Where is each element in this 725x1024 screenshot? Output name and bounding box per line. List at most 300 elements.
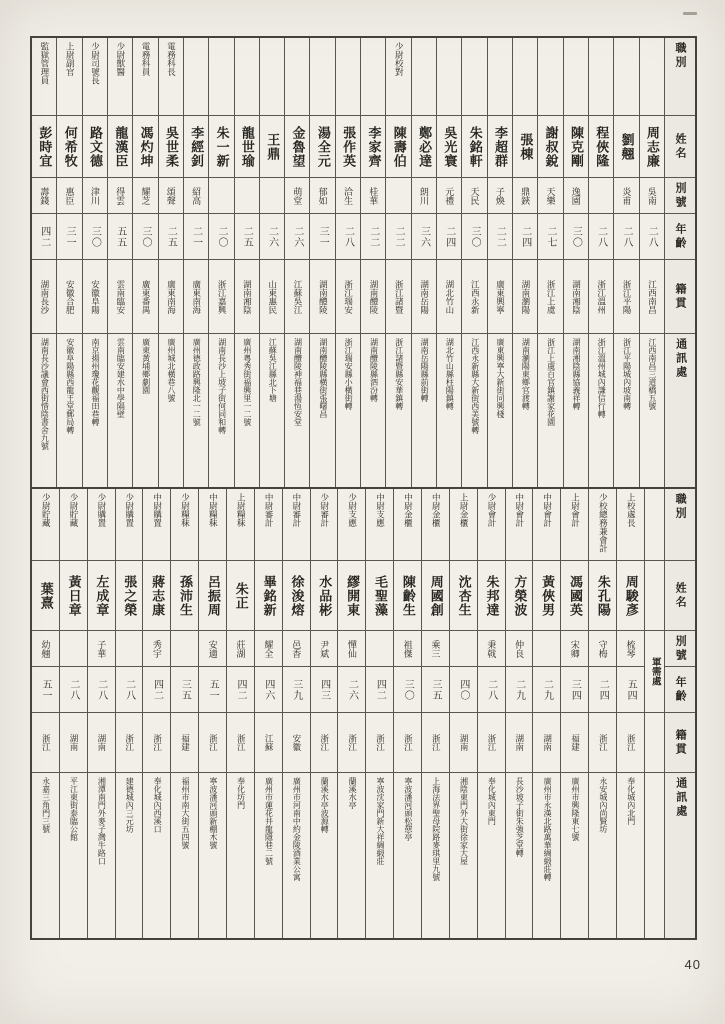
person-alias: [394, 631, 421, 667]
person-rank-text: 上尉糧秣: [236, 493, 247, 527]
person-origin-text: 湖南: [96, 734, 107, 751]
person-alias: [285, 178, 309, 214]
person-rank: [336, 38, 360, 116]
person-origin-text: 廣東南海: [191, 279, 202, 314]
person-age: [394, 667, 421, 713]
person-address: [462, 334, 486, 487]
person-age-text: 二八: [620, 225, 632, 248]
person-origin: [60, 713, 87, 773]
person-age-text: 四二: [38, 225, 50, 248]
person-rank: [310, 38, 334, 116]
person-age-text: 三〇: [469, 225, 481, 248]
person-name-text: 路文德: [88, 125, 104, 168]
person-name: [506, 561, 533, 631]
person-name-text: 張之榮: [122, 574, 138, 617]
person-name: [422, 561, 449, 631]
person-address: [227, 773, 254, 938]
person-origin-text: 安徽合肥: [65, 279, 76, 314]
person-age-text: 四六: [262, 678, 274, 701]
person-origin: [614, 260, 638, 334]
person-name-text: 彭時宜: [37, 125, 53, 168]
person-rank: [83, 38, 107, 116]
person-age-text: 四〇: [457, 678, 469, 701]
person-column: [394, 489, 422, 938]
person-column: [513, 38, 538, 487]
person-age-text: 二九: [513, 678, 525, 701]
person-name: [209, 116, 233, 178]
person-column: [133, 38, 158, 487]
person-address-text: 上海法界聖母院路麥琪里九號: [431, 777, 441, 881]
person-age: [437, 214, 461, 260]
person-rank: [561, 489, 588, 561]
person-address: [564, 334, 588, 487]
person-address: [422, 773, 449, 938]
person-age-text: 四三: [318, 678, 330, 701]
person-rank-text: 上尉副官: [65, 42, 76, 76]
person-name: [338, 561, 365, 631]
person-age-text: 二一: [190, 225, 202, 248]
person-origin: [617, 713, 644, 773]
person-origin: [227, 713, 254, 773]
person-address: [143, 773, 170, 938]
person-rank-text: 中尉購置: [152, 493, 163, 527]
person-address: [617, 773, 644, 938]
person-address-text: 福州市南大街五四號: [180, 777, 190, 849]
person-alias-text: 秀宇: [151, 639, 162, 658]
person-origin: [32, 713, 59, 773]
person-age: [336, 214, 360, 260]
person-address-text: 湖南長沙議會西街惜陰書舍九號: [40, 338, 50, 450]
person-address-text: 寧波潘河頭新棚木號: [208, 777, 218, 849]
person-address-text: 永嘉三角門三號: [41, 777, 51, 833]
person-age: [209, 214, 233, 260]
person-name-text: 左成章: [94, 574, 110, 617]
person-origin-text: 浙江: [403, 734, 414, 751]
person-address: [255, 773, 282, 938]
person-rank: [171, 489, 198, 561]
person-age-text: 四二: [374, 678, 386, 701]
person-alias: [255, 631, 282, 667]
person-name-text: 程俠隆: [594, 125, 610, 168]
person-name-text: 龍漢臣: [113, 125, 129, 168]
header-name-label: 姓名: [674, 581, 687, 610]
person-origin-text: 江西永新: [470, 279, 481, 314]
person-rank-text: 中尉會計: [542, 493, 553, 527]
person-address: [589, 773, 616, 938]
header-address-label: 通訊處: [674, 777, 687, 819]
person-age-text: 二八: [95, 678, 107, 701]
person-rank-text: 少尉審計: [319, 493, 330, 527]
person-origin: [640, 260, 664, 334]
header-rank: [665, 38, 695, 116]
person-origin-text: 安徽阜陽: [90, 279, 101, 314]
person-name-text: 水品彬: [317, 574, 333, 617]
person-address: [283, 773, 310, 938]
person-age-text: 二四: [597, 678, 609, 701]
person-age: [462, 214, 486, 260]
person-column: [311, 489, 339, 938]
person-age: [88, 667, 115, 713]
bottom-table: [32, 489, 695, 938]
person-alias: [422, 631, 449, 667]
person-alias-text: 耀芝: [140, 186, 151, 205]
department-column: [645, 489, 665, 938]
person-origin: [285, 260, 309, 334]
person-alias-text: 頌聲: [165, 186, 176, 205]
person-alias-text: 尹斌: [319, 639, 330, 658]
person-rank: [133, 38, 157, 116]
header-age-label: 年齡: [674, 675, 687, 704]
person-name-text: 張作英: [341, 125, 357, 168]
person-address-text: 江西南昌三道橋五號: [647, 338, 657, 410]
person-rank-text: 上校處長: [626, 493, 637, 527]
dept-spacer: [645, 561, 664, 631]
person-alias: [171, 631, 198, 667]
person-column: [83, 38, 108, 487]
person-age: [361, 214, 385, 260]
person-address: [108, 334, 132, 487]
person-origin-text: 湖南: [459, 734, 470, 751]
person-rank-text: 上尉金櫃: [459, 493, 470, 527]
person-column: [361, 38, 386, 487]
person-origin: [561, 713, 588, 773]
person-column: [338, 489, 366, 938]
person-column: [614, 38, 639, 487]
person-alias: [310, 178, 334, 214]
person-name-text: 毛聖藻: [373, 574, 389, 617]
person-alias-text: 鼎鋏: [520, 186, 531, 205]
dept-spacer: [645, 489, 664, 561]
person-origin: [199, 713, 226, 773]
person-age-text: 三九: [290, 678, 302, 701]
person-address-text: 蘭溪水亭波源轉: [320, 777, 330, 833]
person-alias: [336, 178, 360, 214]
person-rank-text: 中尉金櫃: [403, 493, 414, 527]
person-alias: [513, 178, 537, 214]
person-name: [310, 116, 334, 178]
person-age: [589, 667, 616, 713]
person-origin: [533, 713, 560, 773]
person-name-text: 黃日章: [66, 574, 82, 617]
person-origin: [83, 260, 107, 334]
header-rank: [665, 489, 695, 561]
person-column: [143, 489, 171, 938]
person-address-text: 廣州粵秀街福興里一二號: [242, 338, 252, 426]
person-origin: [255, 713, 282, 773]
person-address-text: 蘭溪水亭: [348, 777, 358, 809]
person-column: [32, 489, 60, 938]
person-alias-text: 桂華: [368, 186, 379, 205]
person-origin-text: 山東惠民: [267, 279, 278, 314]
person-age-text: 三〇: [402, 678, 414, 701]
person-address: [285, 334, 309, 487]
person-column: [450, 489, 478, 938]
person-origin: [88, 713, 115, 773]
person-name-text: 李經釗: [189, 125, 205, 168]
person-alias: [311, 631, 338, 667]
person-age-text: 五一: [207, 678, 219, 701]
person-rank-text: 上尉會計: [570, 493, 581, 527]
person-column: [116, 489, 144, 938]
person-age-text: 二九: [541, 678, 553, 701]
header-column: [665, 489, 695, 938]
header-rank-label: 職別: [673, 42, 686, 70]
person-alias: [32, 178, 56, 214]
person-alias: [108, 178, 132, 214]
person-address-text: 廣州市河南中約金陵酒業公寓: [292, 777, 302, 881]
person-alias: [561, 631, 588, 667]
person-origin: [478, 713, 505, 773]
person-alias-text: 邑香: [291, 639, 302, 658]
person-alias: [533, 631, 560, 667]
person-column: [589, 38, 614, 487]
person-address: [235, 334, 259, 487]
person-origin-text: 廣東番禺: [141, 279, 152, 314]
person-alias: [260, 178, 284, 214]
person-rank-text: 中尉審計: [264, 493, 275, 527]
person-origin-text: 湖南湘陰: [571, 279, 582, 314]
person-address-text: 建德城內三元坊: [125, 777, 135, 833]
top-table: [32, 38, 695, 489]
person-alias: [617, 631, 644, 667]
person-rank-text: 監獄管理員: [39, 42, 50, 85]
person-origin: [513, 260, 537, 334]
person-age-text: 二八: [123, 678, 135, 701]
person-name: [108, 116, 132, 178]
person-origin-text: 安徽: [291, 734, 302, 751]
person-origin-text: 福建: [180, 734, 191, 751]
person-rank-text: 少校總務兼會計: [598, 493, 609, 553]
person-age: [366, 667, 393, 713]
person-alias: [386, 178, 410, 214]
person-age: [199, 667, 226, 713]
person-address-text: 奉化城內北門: [626, 777, 636, 825]
person-address: [450, 773, 477, 938]
person-column: [462, 38, 487, 487]
person-age-text: 二八: [485, 678, 497, 701]
person-name: [617, 561, 644, 631]
person-age: [538, 214, 562, 260]
person-rank: [311, 489, 338, 561]
person-alias: [366, 631, 393, 667]
person-name: [564, 116, 588, 178]
person-address: [199, 773, 226, 938]
person-name: [614, 116, 638, 178]
person-address: [338, 773, 365, 938]
header-name: [665, 116, 695, 178]
person-alias: [538, 178, 562, 214]
person-name: [561, 561, 588, 631]
person-alias-text: 乘三: [430, 639, 441, 658]
person-address-text: 浙江溫州城內謙信行轉: [597, 338, 607, 418]
person-origin: [450, 713, 477, 773]
person-alias: [640, 178, 664, 214]
person-address: [184, 334, 208, 487]
person-alias-text: 秉戟: [486, 639, 497, 658]
person-alias: [184, 178, 208, 214]
person-origin-text: 湖南: [514, 734, 525, 751]
person-name-text: 陳壽伯: [391, 125, 407, 168]
person-address: [386, 334, 410, 487]
person-name: [57, 116, 81, 178]
person-rank: [422, 489, 449, 561]
person-rank-text: 少尉校對: [394, 42, 405, 76]
person-column: [283, 489, 311, 938]
person-address: [311, 773, 338, 938]
person-rank: [285, 38, 309, 116]
person-origin-text: 江西南昌: [647, 279, 658, 314]
header-age: [665, 667, 695, 713]
person-alias: [283, 631, 310, 667]
person-address: [60, 773, 87, 938]
person-age-text: 三六: [418, 225, 430, 248]
person-age-text: 二八: [646, 225, 658, 248]
person-age-text: 三五: [430, 678, 442, 701]
person-origin-text: 湖南: [542, 734, 553, 751]
person-rank: [366, 489, 393, 561]
person-alias: [227, 631, 254, 667]
person-address-text: 廣州市興隆東七號: [570, 777, 580, 841]
person-rank: [513, 38, 537, 116]
person-column: [506, 489, 534, 938]
person-rank: [394, 489, 421, 561]
person-address: [88, 773, 115, 938]
person-age: [561, 667, 588, 713]
header-address: [665, 773, 695, 938]
person-name: [83, 116, 107, 178]
person-origin: [506, 713, 533, 773]
person-alias-text: 郁如: [317, 186, 328, 205]
person-alias-text: 宋卿: [569, 639, 580, 658]
person-address-text: 永安城內尚賢坊: [598, 777, 608, 833]
person-age: [564, 214, 588, 260]
person-origin: [462, 260, 486, 334]
person-alias: [478, 631, 505, 667]
person-column: [285, 38, 310, 487]
person-origin: [394, 713, 421, 773]
person-age: [506, 667, 533, 713]
person-age-text: 三〇: [89, 225, 101, 248]
person-rank: [32, 38, 56, 116]
person-name-text: 蔣志康: [150, 574, 166, 617]
person-age-text: 二七: [545, 225, 556, 248]
header-alias-label: 別號: [674, 634, 687, 663]
person-origin: [338, 713, 365, 773]
person-alias-text: 莊湖: [235, 639, 246, 658]
person-name: [283, 561, 310, 631]
person-alias-text: 壽錢: [39, 186, 50, 205]
person-alias-text: 逸園: [570, 186, 581, 205]
person-rank-text: 少尉購置: [96, 493, 107, 527]
person-origin: [361, 260, 385, 334]
person-name-text: 何希牧: [62, 125, 78, 168]
person-rank: [589, 38, 613, 116]
person-age-text: 二五: [241, 225, 253, 248]
person-address: [488, 334, 512, 487]
person-rank-text: 少尉支應: [347, 493, 358, 527]
person-age: [640, 214, 664, 260]
person-origin: [171, 713, 198, 773]
person-name-text: 呂振周: [205, 574, 221, 617]
person-column: [488, 38, 513, 487]
person-column: [538, 38, 563, 487]
person-alias-text: 幼翹: [40, 639, 51, 658]
person-address-text: 南京揚州瓊花觀福田巷轉: [91, 338, 101, 426]
person-age: [83, 214, 107, 260]
person-column: [640, 38, 665, 487]
person-name-text: 孫沛生: [178, 574, 193, 617]
person-origin-text: 浙江: [375, 734, 386, 751]
person-age: [513, 214, 537, 260]
person-name: [143, 561, 170, 631]
person-age: [227, 667, 254, 713]
person-address: [394, 773, 421, 938]
person-origin-text: 浙江: [208, 734, 219, 751]
person-address-text: 廣州德政路興隆北一二號: [192, 338, 202, 426]
person-name-text: 朱正: [233, 581, 249, 610]
person-alias: [462, 178, 486, 214]
person-address-text: 浙江諸暨縣安華鎮轉: [394, 338, 404, 410]
person-column: [422, 489, 450, 938]
person-age-text: 二〇: [215, 225, 227, 248]
person-column: [32, 38, 57, 487]
directory-tables: [30, 36, 697, 940]
person-address-text: 浙江平陽城內坡南轉: [622, 338, 632, 410]
person-name: [311, 561, 338, 631]
person-origin: [538, 260, 562, 334]
header-alias: [665, 631, 695, 667]
person-origin: [143, 713, 170, 773]
person-origin: [159, 260, 183, 334]
person-origin: [422, 713, 449, 773]
header-alias: [665, 178, 695, 214]
person-origin-text: 浙江: [152, 734, 163, 751]
person-rank: [338, 489, 365, 561]
person-name-text: 李家齊: [366, 125, 382, 168]
header-address: [665, 334, 695, 487]
person-origin: [260, 260, 284, 334]
person-origin: [311, 713, 338, 773]
person-alias-text: 仲良: [514, 639, 525, 658]
department-cell: [645, 631, 664, 713]
person-alias: [116, 631, 143, 667]
person-name-text: 湯全元: [315, 125, 331, 168]
person-address-text: 江西永新縣大新街西美號轉: [470, 338, 480, 434]
person-name-text: 繆開東: [345, 574, 361, 617]
person-address-text: 奉化城內西溪口: [153, 777, 163, 833]
person-name: [513, 116, 537, 178]
person-age: [159, 214, 183, 260]
person-name: [589, 561, 616, 631]
person-origin: [412, 260, 436, 334]
person-alias: [209, 178, 233, 214]
person-name: [159, 116, 183, 178]
person-rank: [283, 489, 310, 561]
person-rank: [88, 489, 115, 561]
person-address-text: 廣州市永漢北路萬華綢緞莊轉: [543, 777, 553, 881]
person-address-text: 廣州城北橫巷八號: [166, 338, 176, 402]
person-name-text: 吳光寰: [442, 125, 458, 168]
person-alias: [199, 631, 226, 667]
person-age-text: 二六: [346, 678, 358, 701]
person-origin: [184, 260, 208, 334]
person-rank-text: 少尉會計: [486, 493, 497, 527]
person-rank: [450, 489, 477, 561]
header-origin: [665, 713, 695, 773]
person-age-text: 三一: [64, 225, 76, 248]
person-name: [386, 116, 410, 178]
person-origin: [32, 260, 56, 334]
